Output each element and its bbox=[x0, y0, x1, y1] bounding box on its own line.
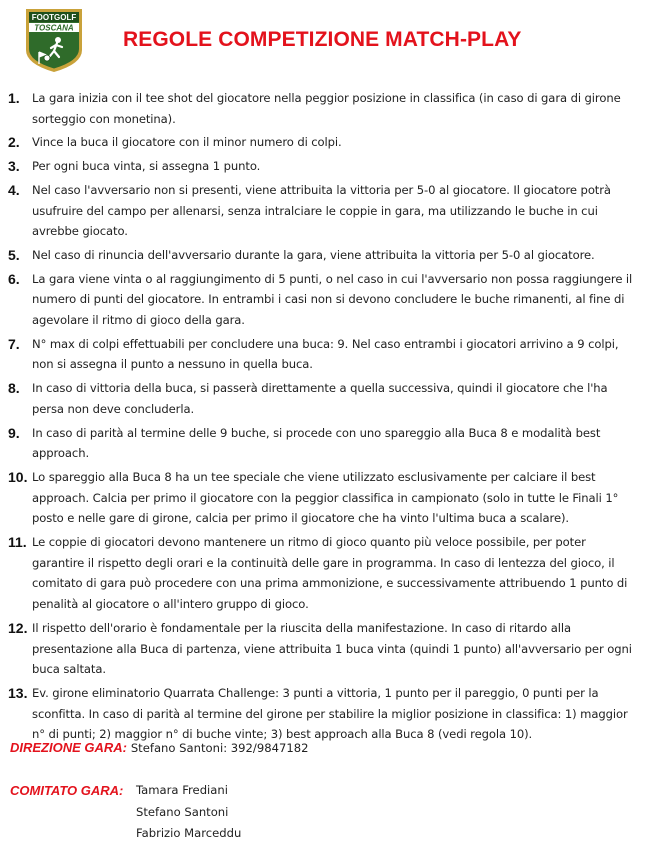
footgolf-toscana-logo bbox=[20, 6, 88, 74]
rule-item bbox=[8, 180, 640, 242]
rule-number: 4. bbox=[8, 181, 20, 198]
rule-number: 10. bbox=[8, 468, 28, 485]
rule-item bbox=[8, 423, 640, 464]
logo-text-line2: TOSCANA bbox=[34, 23, 74, 33]
rule-item bbox=[8, 334, 640, 375]
rule-number: 6. bbox=[8, 270, 20, 287]
rule-text: Ev. girone eliminatorio Quarrata Challenge: 3 punti a vittoria, 1 punto per il pareggio, 0 punti per la sconfitta. In caso di parità al termine del girone per stabilire la miglior posizione in classifica: 1) maggior n° di punti; 2) maggior n° di buche vinte; 3) best approach alla Buca 8 (vedi regola 10). bbox=[32, 685, 628, 742]
direzione-gara-section bbox=[10, 737, 308, 759]
rule-item bbox=[8, 378, 640, 419]
rule-text: Vince la buca il giocatore con il minor numero di colpi. bbox=[32, 135, 342, 150]
comitato-gara-label: COMITATO GARA: bbox=[10, 783, 124, 798]
rule-number: 12. bbox=[8, 619, 28, 636]
rule-text: Nel caso di rinuncia dell'avversario durante la gara, viene attribuita la vittoria per 5-0 al giocatore. bbox=[32, 247, 595, 262]
rule-text: In caso di parità al termine delle 9 buche, si procede con uno spareggio alla Buca 8 e modalità best approach. bbox=[32, 425, 601, 461]
rule-text: La gara viene vinta o al raggiungimento di 5 punti, o nel caso in cui l'avversario non possa raggiungere il numero di punti del giocatore. In entrambi i casi non si devono concludere le buche rimanenti, al fine di agevolare il ritmo di gioco della gara. bbox=[32, 271, 633, 328]
rule-item bbox=[8, 467, 640, 529]
rule-item bbox=[8, 88, 640, 129]
rule-item bbox=[8, 156, 640, 177]
rule-text: Le coppie di giocatori devono mantenere un ritmo di gioco quanto più veloce possibile, per poter garantire il rispetto degli orari e la continuità delle gare in programma. In caso di lentezza del gioco, il comitato di gara può procedere con una prima ammonizione, e successivamente attribuendo 1 punto di penalità al giocatore o all'intero gruppo di gioco. bbox=[32, 535, 628, 612]
rule-item bbox=[8, 245, 640, 266]
rule-text: Per ogni buca vinta, si assegna 1 punto. bbox=[32, 159, 261, 174]
rule-number: 13. bbox=[8, 684, 28, 701]
rules-list bbox=[8, 88, 640, 748]
rule-text: N° max di colpi effettuabili per concludere una buca: 9. Nel caso entrambi i giocatori arrivino a 9 colpi, non si assegna il punto a nessuno in quella buca. bbox=[32, 336, 619, 372]
rule-number: 2. bbox=[8, 134, 20, 151]
rule-number: 8. bbox=[8, 380, 20, 397]
rule-text: Nel caso l'avversario non si presenti, viene attribuita la vittoria per 5-0 al giocatore. Il giocatore potrà usufruire del campo per allenarsi, senza intralciare le coppie in gara, ma utilizzando le buche in cui avrebbe giocato. bbox=[32, 182, 611, 239]
rule-text: Il rispetto dell'orario è fondamentale per la riuscita della manifestazione. In caso di ritardo alla presentazione alla Buca di partenza, viene attribuita 1 buca vinta (quindi 1 punto) all'avversario per ogni buca saltata. bbox=[32, 620, 632, 677]
rule-item bbox=[8, 532, 640, 615]
comitato-member: Fabrizio Marceddu bbox=[136, 826, 242, 840]
rule-number: 3. bbox=[8, 158, 20, 175]
rule-number: 1. bbox=[8, 90, 20, 106]
rule-text: La gara inizia con il tee shot del giocatore nella peggior posizione in classifica (in caso di gara di girone sorteggio con monetina). bbox=[32, 91, 621, 126]
rule-item bbox=[8, 683, 640, 745]
rule-text: In caso di vittoria della buca, si passerà direttamente a quella successiva, quindi il giocatore che l'ha persa non deve concluderla. bbox=[32, 381, 608, 416]
rule-item bbox=[8, 269, 640, 331]
comitato-gara-section bbox=[10, 780, 123, 802]
rule-number: 7. bbox=[8, 335, 20, 352]
rule-text: Lo spareggio alla Buca 8 ha un tee speciale che viene utilizzato esclusivamente per calciare il best approach. Calcia per primo il giocatore con la peggior classifica in campionato (solo in tutte le Finali 1° posto e nelle gare di girone, calcia per primo il giocatore che ha vinto l'ultima buca a scalare). bbox=[32, 469, 619, 526]
rule-number: 11. bbox=[8, 534, 27, 551]
page-title: REGOLE COMPETIZIONE MATCH-PLAY bbox=[123, 28, 522, 51]
comitato-members-list bbox=[136, 780, 241, 845]
comitato-member: Stefano Santoni bbox=[136, 804, 229, 819]
rule-number: 5. bbox=[8, 246, 20, 263]
logo-text-line1: FOOTGOLF bbox=[31, 13, 77, 22]
rule-item bbox=[8, 618, 640, 680]
comitato-member: Tamara Frediani bbox=[136, 783, 228, 797]
direzione-gara-value: Stefano Santoni: 392/9847182 bbox=[130, 741, 309, 755]
direzione-gara-label: DIREZIONE GARA: bbox=[10, 740, 127, 755]
rule-number: 9. bbox=[8, 424, 20, 441]
rule-item bbox=[8, 132, 640, 153]
